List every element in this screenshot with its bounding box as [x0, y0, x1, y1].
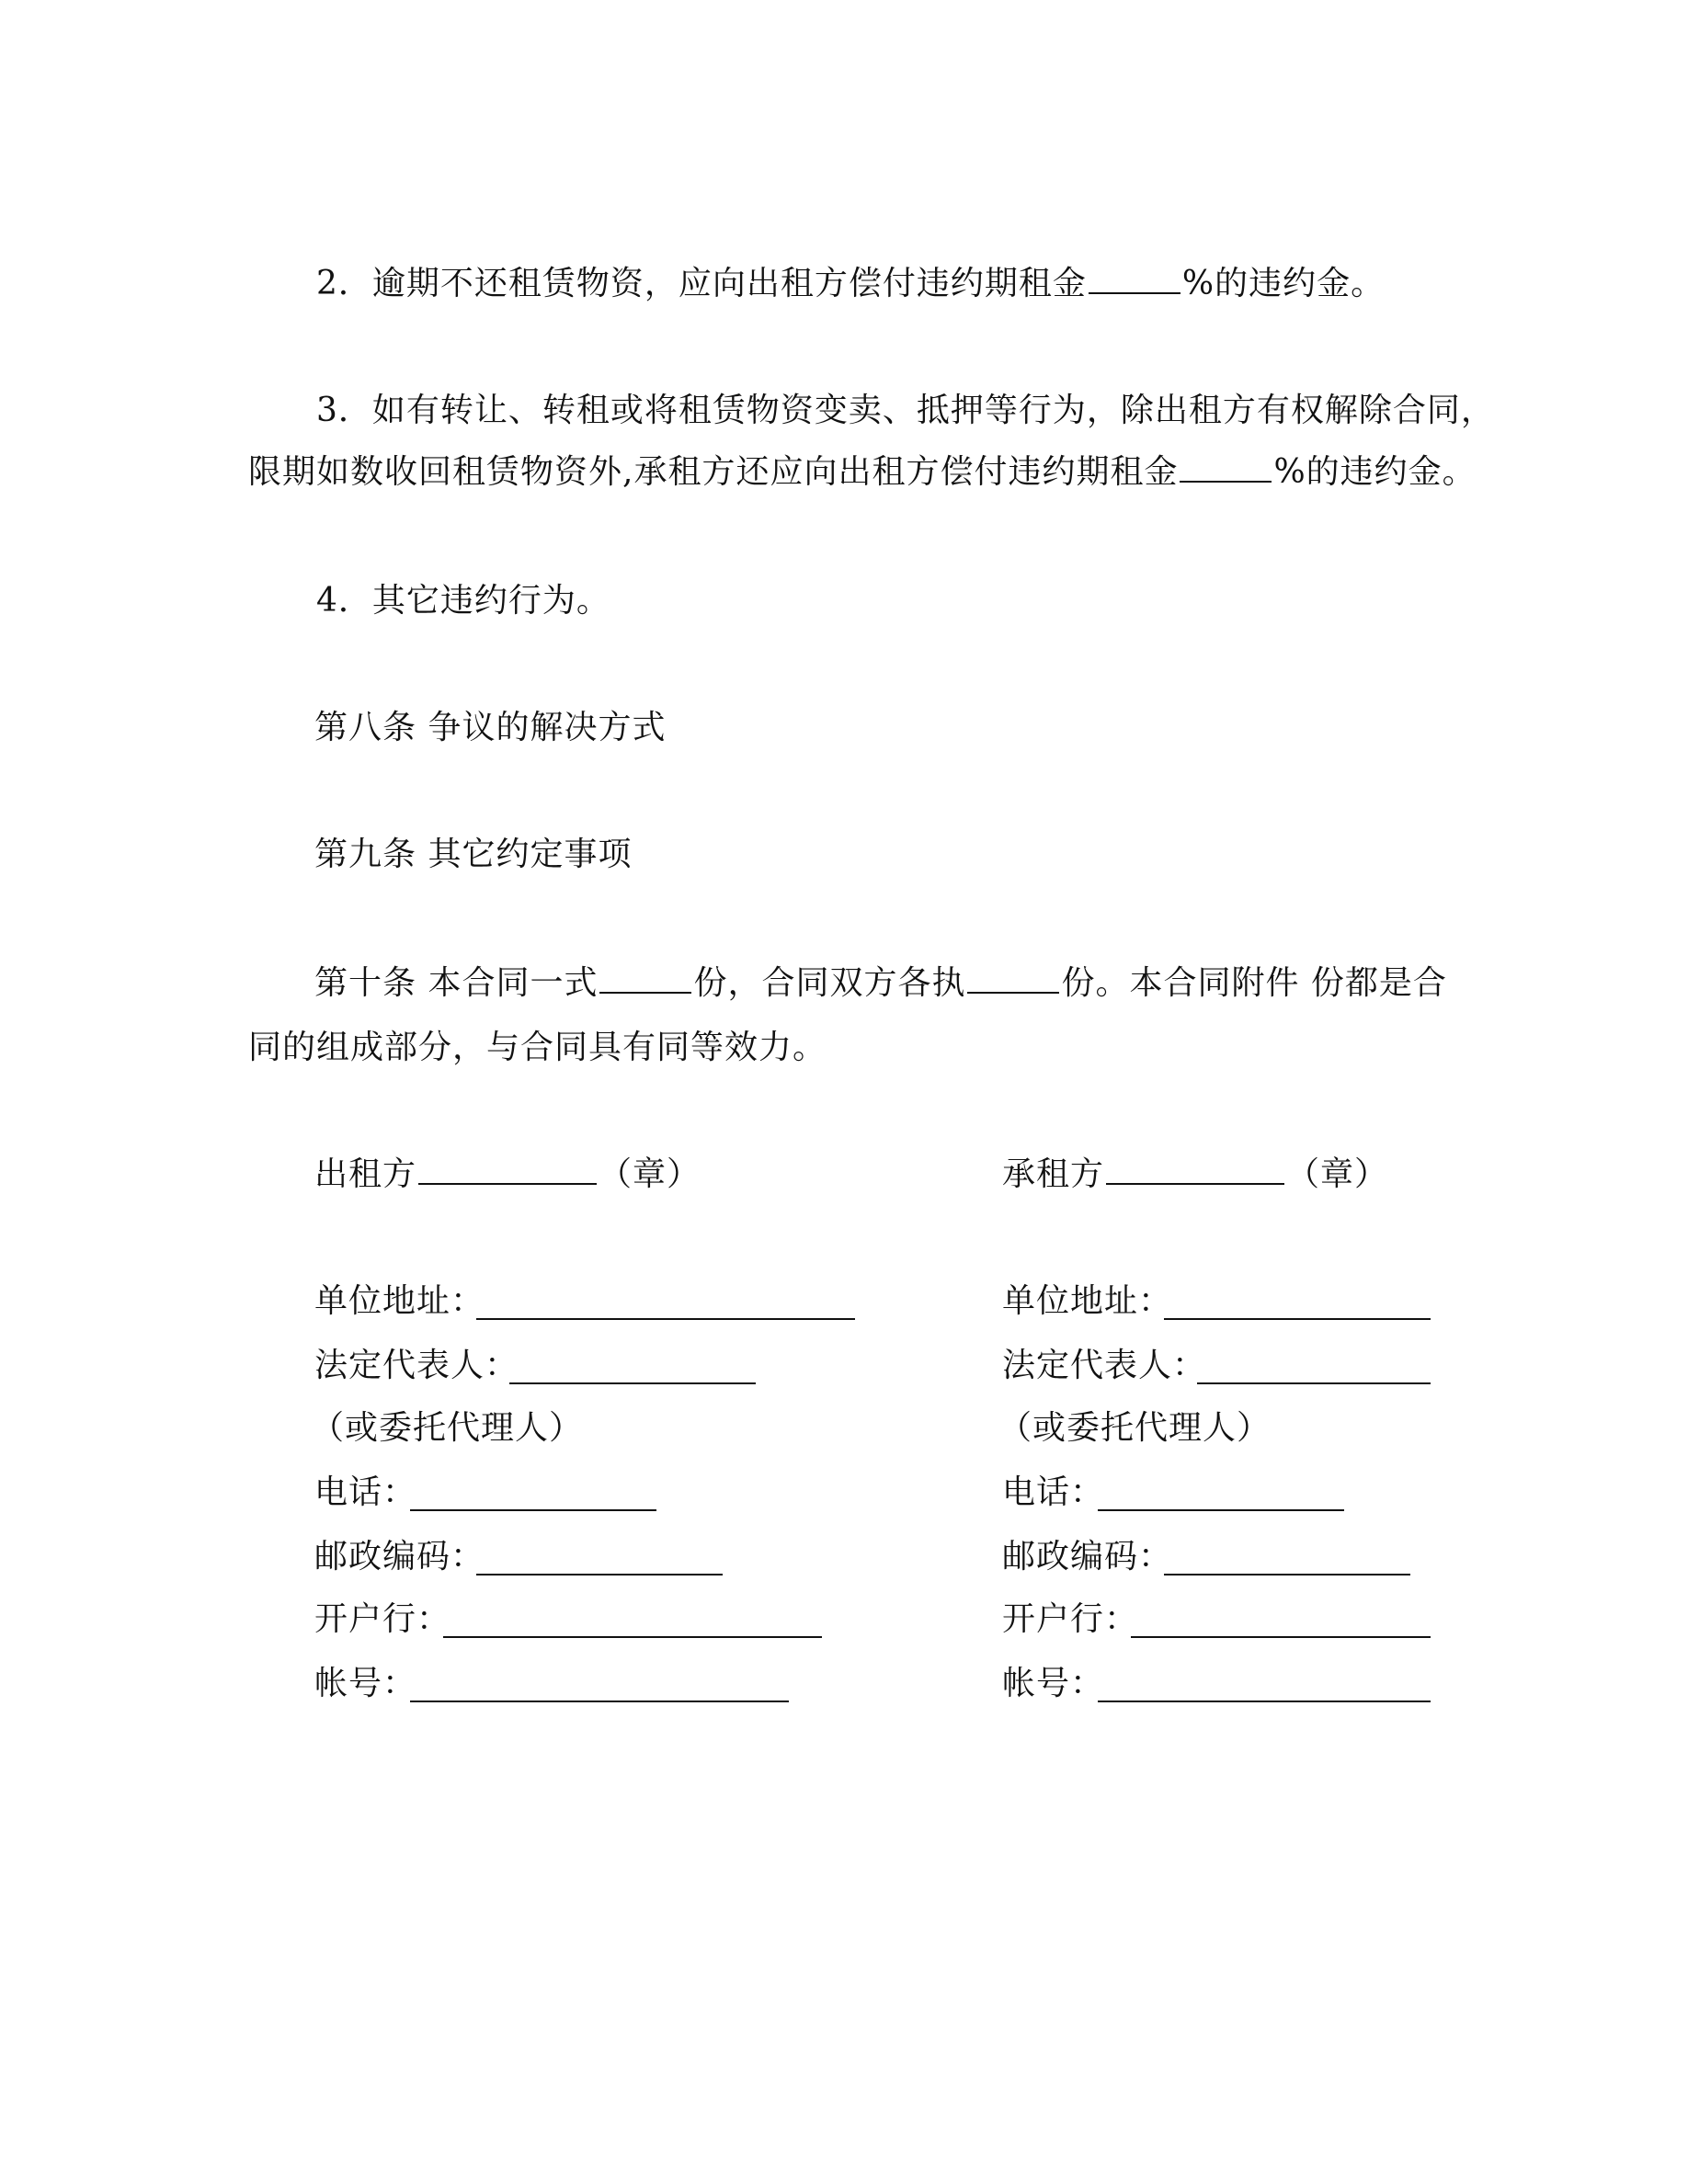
lessee-bank-label: 开户行： [1002, 1600, 1139, 1638]
article-10-text-end: 份。本合同附件 份都是合 [1061, 964, 1447, 1002]
rate-blank[interactable] [1180, 453, 1272, 483]
clause-item-3-line-1: 3．如有转让、转租或将租赁物资变卖、抵押等行为，除出租方有权解除合同， [316, 392, 1495, 429]
lessor-postal-label: 邮政编码： [314, 1538, 485, 1575]
lessee-rep-field[interactable] [1197, 1382, 1431, 1384]
clause-item-2 [316, 264, 1385, 304]
clause-item-2-suffix: %的违约金。 [1181, 265, 1386, 302]
lessee-seal: （章） [1286, 1155, 1389, 1193]
lessee-rep-label: 法定代表人： [1002, 1347, 1207, 1384]
lessor-rep-label: 法定代表人： [314, 1347, 519, 1384]
lessor-agent-label: （或委托代理人） [311, 1409, 584, 1447]
lessee-address-field[interactable] [1164, 1318, 1431, 1320]
clause-item-3-suffix: %的违约金。 [1273, 453, 1477, 491]
lessor-bank-field[interactable] [443, 1636, 822, 1638]
lessor-phone-label: 电话： [314, 1473, 417, 1511]
article-10-line-1 [314, 963, 1447, 1004]
lessee-phone-field[interactable] [1098, 1509, 1344, 1511]
article-10-line-2: 同的组成部分，与合同具有同等效力。 [248, 1029, 827, 1066]
lessor-address-label: 单位地址： [314, 1282, 485, 1320]
lessor-name-field[interactable] [418, 1155, 597, 1185]
lessee-account-label: 帐号： [1002, 1665, 1105, 1702]
clause-item-3-line-2 [248, 452, 1477, 493]
lessee-phone-label: 电话： [1002, 1473, 1105, 1511]
lessee-account-field[interactable] [1098, 1701, 1431, 1702]
clause-item-3-text: 限期如数收回租赁物资外,承租方还应向出租方偿付违约期租金 [248, 453, 1179, 491]
article-8-heading: 第八条 争议的解决方式 [314, 709, 667, 746]
lessee-address-label: 单位地址： [1002, 1282, 1173, 1320]
article-10-text-mid: 份，合同双方各执 [693, 964, 966, 1002]
copies-blank[interactable] [599, 964, 691, 994]
lessee-agent-label: （或委托代理人） [998, 1409, 1272, 1447]
lessor-rep-field[interactable] [509, 1382, 756, 1384]
lessee-postal-label: 邮政编码： [1002, 1538, 1173, 1575]
lessor-postal-field[interactable] [476, 1574, 723, 1575]
lessor-phone-field[interactable] [410, 1509, 656, 1511]
lessor-seal: （章） [599, 1155, 701, 1193]
copies-each-blank[interactable] [967, 964, 1059, 994]
lessee-bank-field[interactable] [1131, 1636, 1431, 1638]
lessee-label: 承租方 （章） [1002, 1155, 1389, 1193]
lessee-name-field[interactable] [1106, 1155, 1284, 1185]
lessee-postal-field[interactable] [1164, 1574, 1410, 1575]
article-9-heading: 第九条 其它约定事项 [314, 836, 633, 873]
article-10-text: 第十条 本合同一式 [314, 964, 599, 1002]
lessor-bank-label: 开户行： [314, 1600, 451, 1638]
rate-blank[interactable] [1089, 265, 1180, 294]
lessor-account-field[interactable] [410, 1701, 789, 1702]
lessor-label: 出租方 （章） [314, 1155, 701, 1193]
clause-item-4: 4．其它违约行为。 [316, 582, 610, 620]
lessor-address-field[interactable] [476, 1318, 855, 1320]
clause-item-2-text: 2．逾期不还租赁物资，应向出租方偿付违约期租金 [316, 265, 1087, 302]
lessor-account-label: 帐号： [314, 1665, 417, 1702]
